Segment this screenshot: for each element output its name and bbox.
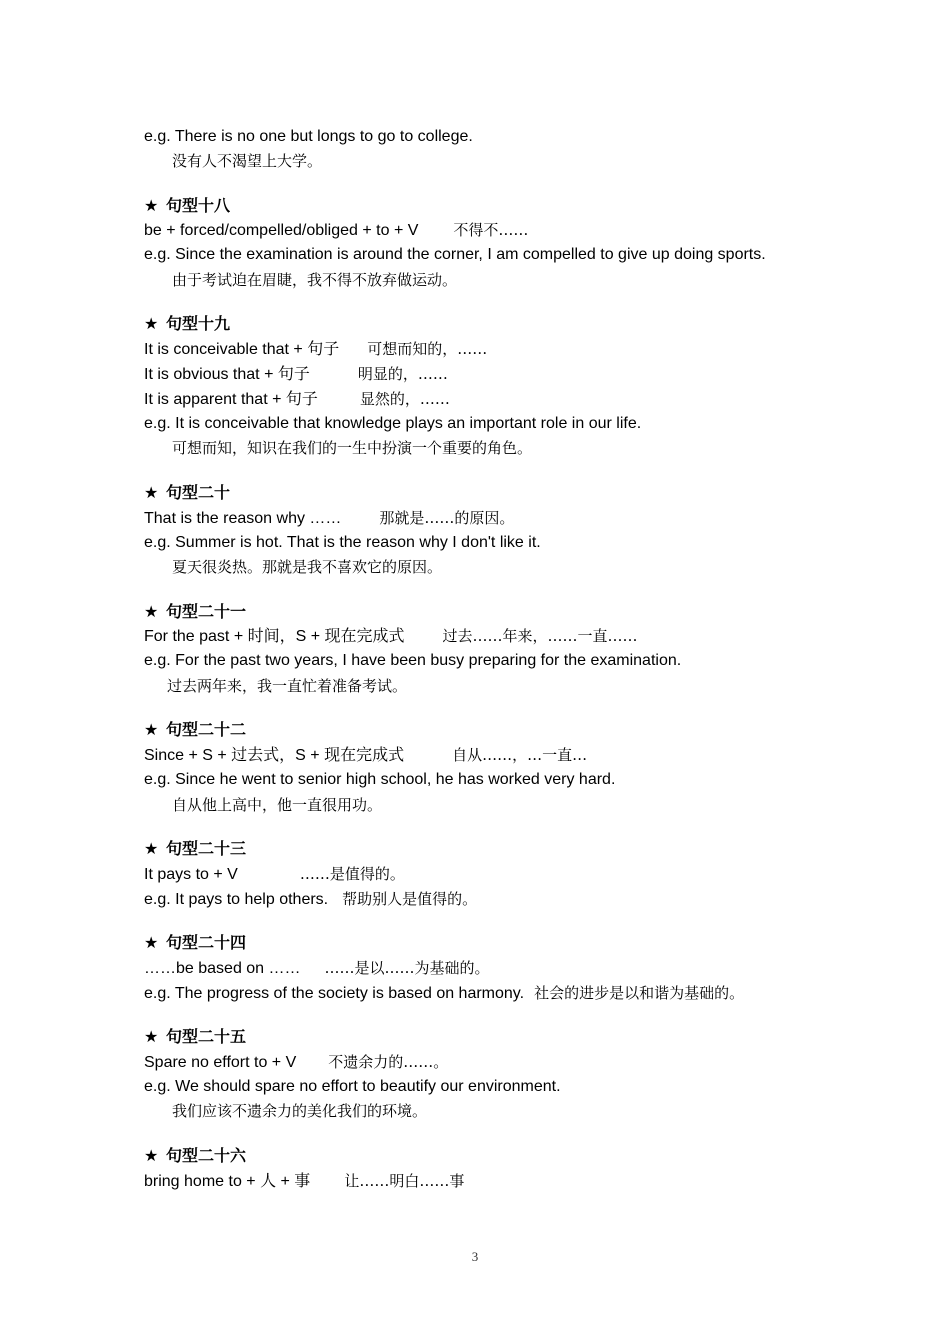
example-sentence: e.g. There is no one but longs to go to college.: [144, 128, 473, 145]
example-sentence: e.g. Since he went to senior high school, he has worked very hard.: [144, 771, 616, 788]
pattern-line: ……be based on …… ……是以……为基础的。: [144, 959, 490, 977]
pattern-line: It is apparent that + 句子 显然的，……: [144, 390, 450, 408]
example-translation: 可想而知，知识在我们的一生中扮演一个重要的角色。: [172, 439, 533, 457]
star-icon: ★: [144, 839, 159, 858]
section-heading: ★ 句型二十三: [144, 839, 247, 858]
example-sentence: e.g. Summer is hot. That is the reason why I don't like it.: [144, 534, 541, 551]
example-translation: 自从他上高中，他一直很用功。: [172, 796, 383, 814]
star-icon: ★: [144, 483, 159, 502]
star-icon: ★: [144, 602, 159, 621]
pattern-line: It is conceivable that + 句子 可想而知的，……: [144, 340, 488, 358]
pattern-line: bring home to + 人 + 事 让……明白……事: [144, 1172, 465, 1190]
example-translation: 由于考试迫在眉睫，我不得不放弃做运动。: [172, 271, 458, 289]
star-icon: ★: [144, 314, 159, 333]
star-icon: ★: [144, 196, 159, 215]
pattern-line: Since + S + 过去式，S + 现在完成式 自从……，…一直…: [144, 746, 588, 764]
example-sentence: e.g. We should spare no effort to beautify our environment.: [144, 1078, 561, 1095]
section-heading: ★ 句型二十: [144, 483, 231, 502]
pattern-line: It is obvious that + 句子 明显的，……: [144, 365, 448, 383]
star-icon: ★: [144, 933, 159, 952]
example-sentence: e.g. Since the examination is around the corner, I am compelled to give up doing sports.: [144, 246, 766, 263]
example-sentence: e.g. For the past two years, I have been busy preparing for the examination.: [144, 652, 682, 669]
star-icon: ★: [144, 1027, 159, 1046]
example-translation: 没有人不渴望上大学。: [172, 152, 323, 170]
example-translation: 过去两年来，我一直忙着准备考试。: [167, 677, 408, 695]
pattern-line: Spare no effort to + V 不遗余力的……。: [144, 1053, 449, 1071]
section-heading: ★ 句型二十四: [144, 933, 247, 952]
pattern-line: That is the reason why …… 那就是……的原因。: [144, 509, 515, 527]
example-translation: 我们应该不遗余力的美化我们的环境。: [172, 1102, 428, 1120]
star-icon: ★: [144, 1146, 159, 1165]
example-sentence: e.g. It pays to help others. 帮助别人是值得的。: [144, 890, 478, 908]
pattern-line: For the past + 时间，S + 现在完成式 过去……年来，……一直……: [144, 627, 638, 645]
example-sentence: e.g. It is conceivable that knowledge plays an important role in our life.: [144, 415, 642, 432]
example-sentence: e.g. The progress of the society is based on harmony. 社会的进步是以和谐为基础的。: [144, 984, 745, 1002]
section-heading: ★ 句型二十六: [144, 1146, 247, 1165]
section-heading: ★ 句型二十一: [144, 602, 247, 621]
pattern-line: It pays to + V ……是值得的。: [144, 865, 405, 883]
pattern-line: be + forced/compelled/obliged + to + V 不得不……: [144, 221, 529, 239]
star-icon: ★: [144, 720, 159, 739]
section-heading: ★ 句型十八: [144, 196, 231, 215]
section-heading: ★ 句型十九: [144, 314, 231, 333]
page-number: 3: [471, 1249, 479, 1264]
section-heading: ★ 句型二十五: [144, 1027, 247, 1046]
section-heading: ★ 句型二十二: [144, 720, 247, 739]
example-translation: 夏天很炎热。那就是我不喜欢它的原因。: [172, 558, 443, 576]
